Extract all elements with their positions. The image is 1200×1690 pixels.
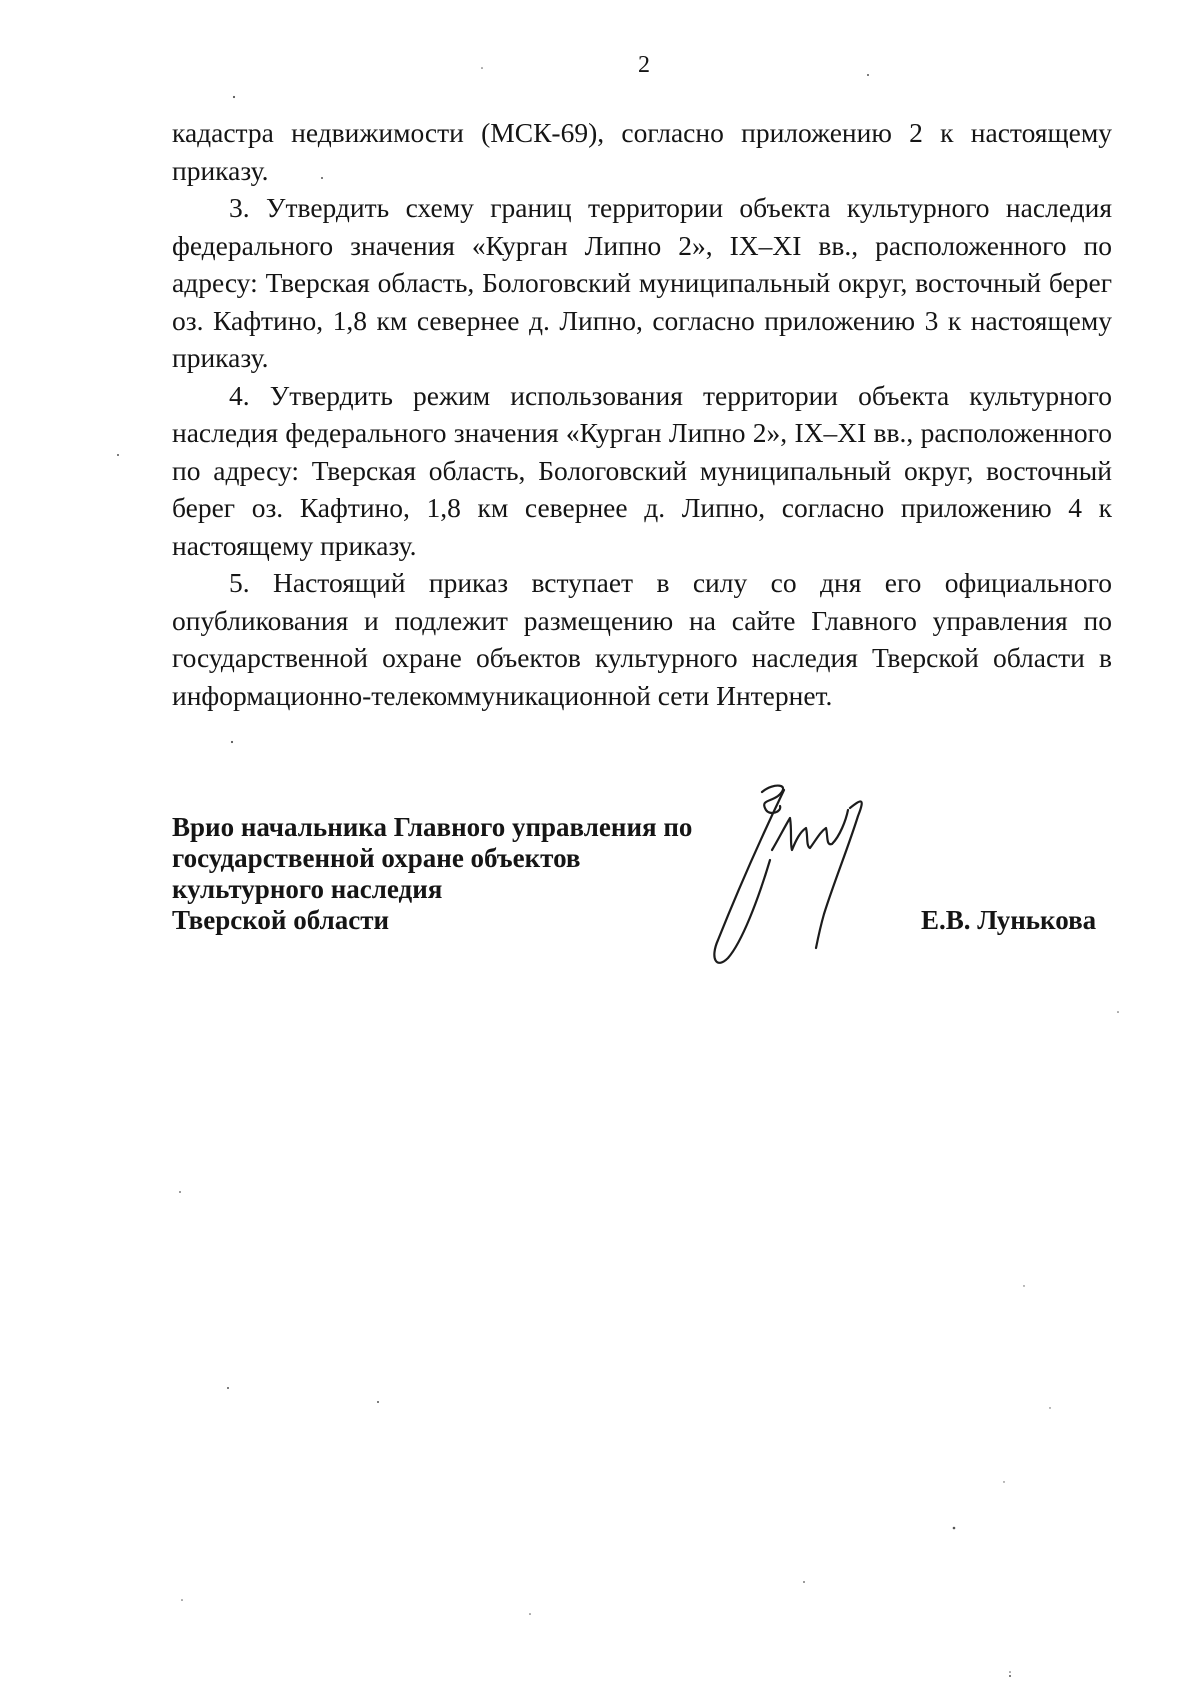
position-line: Тверской области	[172, 905, 390, 935]
paragraph-item-4: 4. Утвердить режим использования территории объекта культурного наследия федерального значения «Курган Липно 2», IX–XI вв., расположенного по адресу: Тверская область, Бологовский муниципальный округ, восточный берег оз. Кафтино, 1,8 км севернее д. Липно, согласно приложению 4 к настоящему приказу.	[172, 379, 1112, 561]
signer-name: Е.В. Лунькова	[921, 905, 1097, 935]
paragraph-item-3: 3. Утвердить схему границ территории объекта культурного наследия федерального значения «Курган Липно 2», IX–XI вв., расположенного по адресу: Тверская область, Бологовский муниципальный округ, восточный берег оз. Кафтино, 1,8 км севернее д. Липно, согласно приложению 3 к настоящему приказу.	[172, 192, 1112, 373]
signatory-position	[172, 812, 692, 936]
page-number: 2	[638, 52, 650, 78]
paragraph-continuation: кадастра недвижимости (МСК-69), согласно приложению 2 к настоящему приказу.	[172, 117, 1112, 186]
handwritten-signature	[700, 770, 910, 1000]
paragraph-item-5: 5. Настоящий приказ вступает в силу со дня его официального опубликования и подлежит размещению на сайте Главного управления по государственной охране объектов культурного наследия Тверской области в информационно-телекоммуникационной сети Интернет.	[172, 567, 1112, 711]
position-line: государственной охране объектов	[172, 843, 581, 873]
position-line: культурного наследия	[172, 874, 443, 904]
document-body	[172, 114, 1112, 714]
position-line: Врио начальника Главного управления по	[172, 812, 693, 842]
